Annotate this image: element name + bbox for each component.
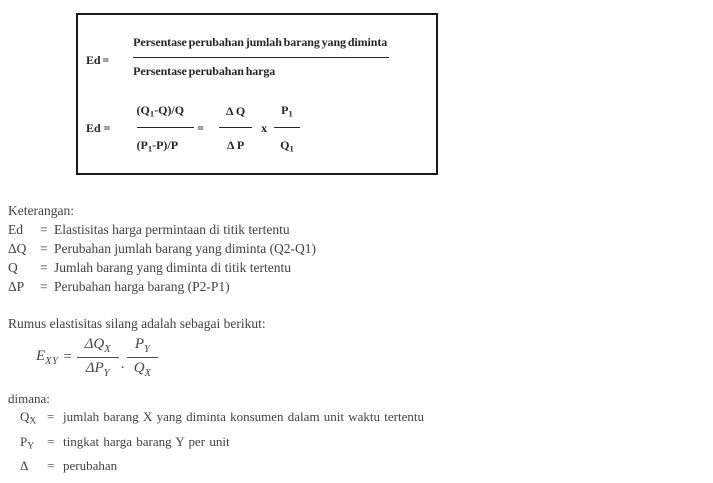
legend-term: Δ — [20, 458, 29, 473]
elasticity-formula-box — [76, 13, 438, 175]
legend-term: QX — [20, 409, 37, 427]
subscript: Y — [103, 368, 110, 379]
legend-definition: Elastisitas harga permintaan di titik tertentu — [54, 221, 290, 237]
legend-item — [8, 278, 316, 297]
fraction-numerator: $P_1$ — [274, 103, 300, 128]
equals-sign: = — [47, 409, 55, 424]
percentage-fraction — [133, 35, 389, 79]
ed-label: Ed = — [86, 120, 111, 135]
fraction-denominator: $(P_1-P)/P$ — [136, 137, 179, 153]
subscript: Y — [144, 344, 151, 355]
subscript: X — [104, 344, 112, 355]
legend-item — [8, 221, 316, 240]
fraction-denominator: Δ P — [226, 137, 245, 152]
delta-fraction — [219, 104, 252, 153]
fraction-denominator: $Q_X$ — [133, 360, 152, 379]
legend-definition: perubahan — [63, 458, 118, 473]
legend-term: ΔQ — [8, 240, 27, 256]
legend-term: PY — [20, 433, 35, 451]
equals-sign: = — [40, 259, 48, 275]
equals-sign: = — [197, 120, 204, 135]
subscript: X — [144, 368, 152, 379]
fraction-numerator: $\Delta Q_X$ — [77, 336, 120, 358]
equals-sign: = — [40, 240, 48, 256]
p-q-fraction — [127, 336, 159, 379]
subscript: XY — [45, 356, 59, 367]
legend-item — [8, 240, 316, 259]
ed-definition-formula — [86, 35, 389, 79]
legend-item — [20, 458, 424, 483]
equals-sign: = — [40, 221, 48, 237]
fraction-numerator: Persentase perubahan jumlah barang yang diminta — [133, 35, 389, 58]
legend-item — [20, 409, 424, 434]
legend-definition: Jumlah barang yang diminta di titik tertentu — [54, 259, 291, 275]
exy-symbol: $E_{XY}$ — [36, 348, 59, 367]
subscript: 1 — [289, 143, 294, 153]
delta-q-delta-p-fraction — [77, 336, 120, 379]
fraction-numerator: $(Q_1-Q)/Q$ — [137, 103, 195, 128]
multiplication-dot: . — [121, 356, 125, 372]
ed-point-formula — [86, 103, 300, 153]
legend-definition: tingkat harga barang Y per unit — [63, 433, 230, 449]
equals-sign: = — [40, 278, 48, 294]
fraction-denominator: $Q_1$ — [280, 137, 294, 153]
legend-term: Q — [8, 259, 18, 275]
subscript: X — [29, 416, 37, 427]
equals-sign: = — [47, 433, 55, 449]
subscript: 1 — [288, 108, 293, 119]
subscript: 1 — [149, 108, 155, 119]
equals-sign: = — [47, 458, 55, 473]
cross-elasticity-formula — [36, 336, 158, 379]
keterangan-section — [8, 202, 316, 297]
ed-label: Ed = — [86, 53, 110, 67]
legend-term: Ed — [8, 221, 23, 237]
multiplication-sign: x — [261, 120, 268, 135]
legend-item — [8, 259, 316, 278]
legend-definition: Perubahan harga barang (P2-P1) — [54, 278, 230, 294]
legend-term: ΔP — [8, 278, 25, 294]
equals-sign: = — [62, 349, 73, 365]
fraction-numerator: Δ Q — [219, 104, 252, 128]
fraction-numerator: $P_Y$ — [127, 336, 159, 358]
dimana-title: dimana: — [8, 391, 50, 406]
legend-definition: Perubahan jumlah barang yang diminta (Q2-Q1) — [54, 240, 317, 256]
quantity-price-fraction — [137, 103, 195, 153]
dimana-section — [20, 409, 424, 483]
keterangan-title: Keterangan: — [8, 203, 74, 218]
subscript: 1 — [147, 143, 153, 153]
legend-item — [20, 434, 424, 459]
fraction-denominator: $\Delta P_Y$ — [85, 360, 110, 379]
cross-elasticity-intro: Rumus elastisitas silang adalah sebagai berikut: — [8, 316, 266, 331]
subscript: Y — [27, 441, 35, 451]
p1-q1-fraction — [274, 103, 300, 153]
legend-definition: jumlah barang X yang diminta konsumen dalam unit waktu tertentu — [63, 409, 425, 424]
fraction-denominator: Persentase perubahan harga — [133, 64, 276, 78]
